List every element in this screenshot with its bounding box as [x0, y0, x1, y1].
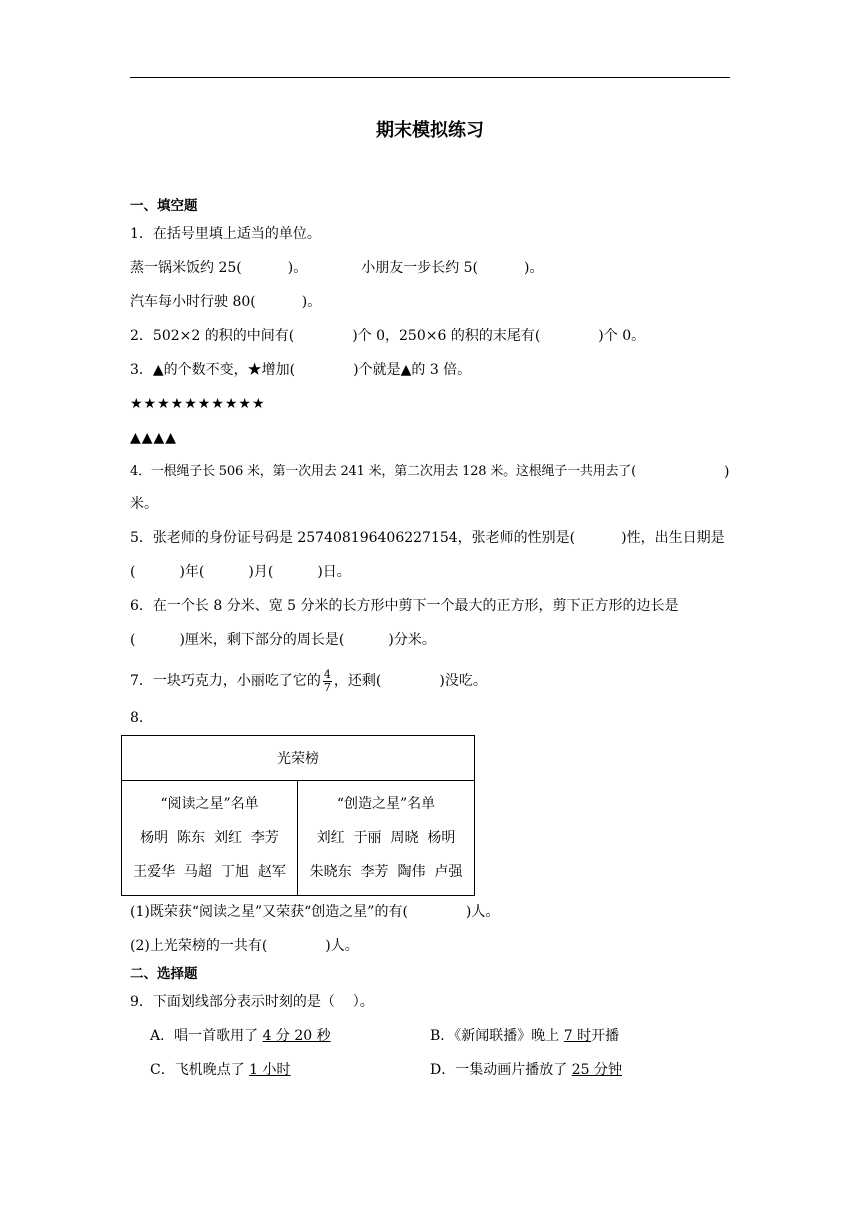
q3: 3．▲的个数不变，★增加( )个就是▲的 3 倍。 [130, 362, 472, 378]
creation-star-cell [298, 781, 475, 896]
page-title: 期末模拟练习 [376, 120, 484, 141]
q5-line1: 5．张老师的身份证号码是 257408196406227154，张老师的性别是( )性，出生日期是 [130, 530, 725, 546]
q3-triangles: ▲▲▲▲ [130, 430, 178, 446]
q8-number: 8． [130, 710, 153, 726]
creation-star-row1: 刘红 于丽 周晓 杨明 [316, 830, 456, 846]
reading-star-row2: 王爱华 马超 丁旭 赵军 [133, 864, 286, 880]
q1-stem: 1．在括号里填上适当的单位。 [130, 226, 321, 242]
q4-line2: 米。 [130, 496, 158, 512]
reading-star-header: “阅读之星”名单 [160, 796, 259, 812]
q4-line1: 4．一根绳子长 506 米，第一次用去 241 米，第二次用去 128 米。这根绳子一共用去了( [130, 464, 636, 479]
header-rule [130, 77, 730, 78]
q5-line2: ( )年( )月( )日。 [130, 564, 351, 580]
section-fill-in: 一、填空题 [130, 198, 198, 214]
q1-a2: 小朋友一步长约 5( [361, 260, 479, 276]
q9-option-a: A．唱一首歌用了 4 分 20 秒 [150, 1028, 331, 1044]
q9-option-b: B．《新闻联播》晚上 7 时开播 [430, 1028, 620, 1044]
q6-line2: ( )厘米，剩下部分的周长是( )分米。 [130, 632, 436, 648]
q1-a3: 汽车每小时行驶 80( )。 [130, 294, 322, 310]
q9-option-c: C．飞机晚点了 1 小时 [150, 1062, 291, 1078]
q8-sub2: (2)上光荣榜的一共有( )人。 [130, 938, 359, 954]
q9-stem: 9．下面划线部分表示时刻的是（ ）。 [130, 994, 374, 1010]
q1-item-row: 蒸一锅米饭约 25( )。 小朋友一步长约 5( )。 [130, 260, 544, 276]
q2: 2．502×2 的积的中间有( )个 0，250×6 的积的末尾有( )个 0。 [130, 328, 646, 344]
q3-stars: ★★★★★★★★★★ [130, 396, 266, 412]
q6-line1: 6．在一个长 8 分米、宽 5 分米的长方形中剪下一个最大的正方形，剪下正方形的边长是 [130, 598, 679, 614]
q8-sub1: (1)既荣获“阅读之星”又荣获“创造之星”的有( )人。 [130, 904, 500, 920]
q7: 7．一块巧克力，小丽吃了它的 $\frac{4}{7}$ ，还剩( )没吃。 [130, 667, 487, 694]
section-choice: 二、选择题 [130, 966, 198, 982]
reading-star-row1: 杨明 陈东 刘红 李芳 [140, 830, 279, 846]
honor-roll-title: 光荣榜 [122, 736, 475, 781]
honor-roll-table [121, 735, 475, 896]
reading-star-cell [122, 781, 298, 896]
q4-line1-end: ) [724, 464, 730, 480]
creation-star-header: “创造之星”名单 [336, 796, 436, 812]
creation-star-row2: 朱晓东 李芳 陶伟 卢强 [309, 864, 463, 880]
q7-fraction: $\frac{4}{7}$ [323, 667, 331, 694]
q1-a1: 蒸一锅米饭约 25( [130, 260, 242, 276]
q9-option-d: D．一集动画片播放了 25 分钟 [430, 1062, 622, 1078]
